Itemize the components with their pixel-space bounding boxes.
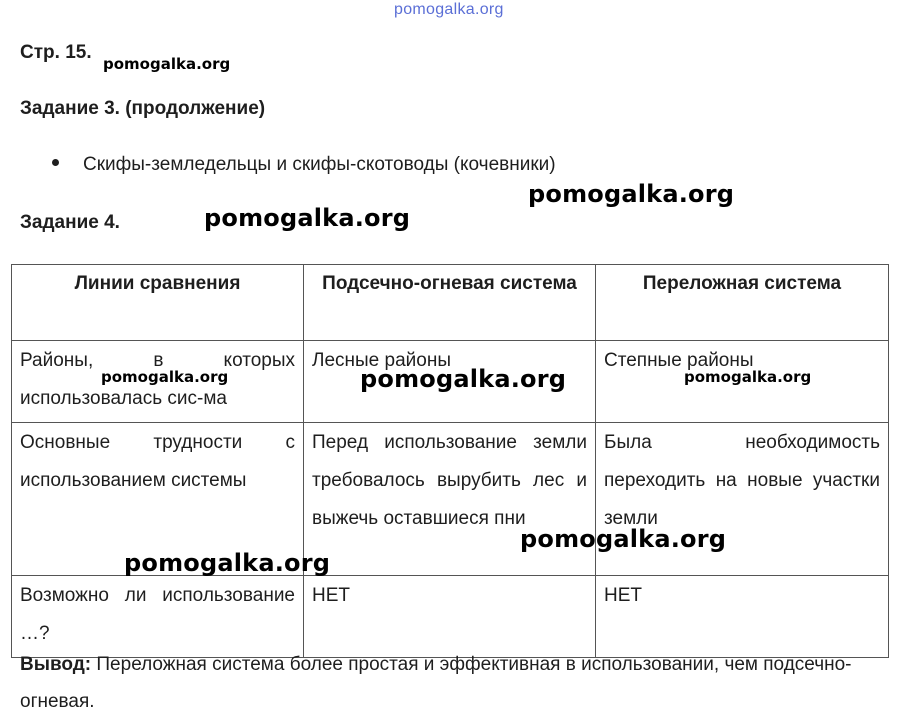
header-comparison-lines: Линии сравнения <box>12 265 304 341</box>
conclusion-label: Вывод: <box>20 654 92 675</box>
watermark: pomogalka.org <box>204 204 411 232</box>
table-cell: Была необходимость переходить на новые участки земли <box>596 423 889 576</box>
page-label: Стр. 15. <box>20 42 92 63</box>
table-cell: Районы, в которых использовалась сис-ма <box>12 341 304 423</box>
top-watermark: pomogalka.org <box>394 1 504 18</box>
table-header-row <box>12 265 889 341</box>
comparison-table <box>11 264 889 658</box>
table-cell: Возможно ли использование …? <box>12 576 304 658</box>
watermark: pomogalka.org <box>101 368 229 386</box>
conclusion <box>20 646 882 720</box>
watermark: pomogalka.org <box>124 549 331 577</box>
task3-bullet-item <box>52 154 556 176</box>
table-cell: НЕТ <box>596 576 889 658</box>
table-cell: Лесные районы <box>304 341 596 423</box>
watermark: pomogalka.org <box>528 180 735 208</box>
watermark: pomogalka.org <box>684 368 812 386</box>
header-fallow-system: Переложная система <box>596 265 889 341</box>
task3-title: Задание 3. (продолжение) <box>20 98 266 119</box>
table-cell: Основные трудности с использованием системы <box>12 423 304 576</box>
watermark: pomogalka.org <box>520 525 727 553</box>
table-cell: НЕТ <box>304 576 596 658</box>
conclusion-text: Переложная система более простая и эффективная в использовании, чем подсечно-огневая. <box>20 654 852 712</box>
bullet-icon <box>52 159 59 166</box>
table-cell: Перед использование земли требовалось вырубить лес и выжечь оставшиеся пни <box>304 423 596 576</box>
watermark: pomogalka.org <box>360 365 567 393</box>
task3-bullet-text: Скифы-земледельцы и скифы-скотоводы (кочевники) <box>83 154 556 175</box>
table-cell: Степные районы <box>596 341 889 423</box>
header-slash-and-burn: Подсечно-огневая система <box>304 265 596 341</box>
watermark: pomogalka.org <box>103 55 231 73</box>
task4-title: Задание 4. <box>20 212 120 233</box>
